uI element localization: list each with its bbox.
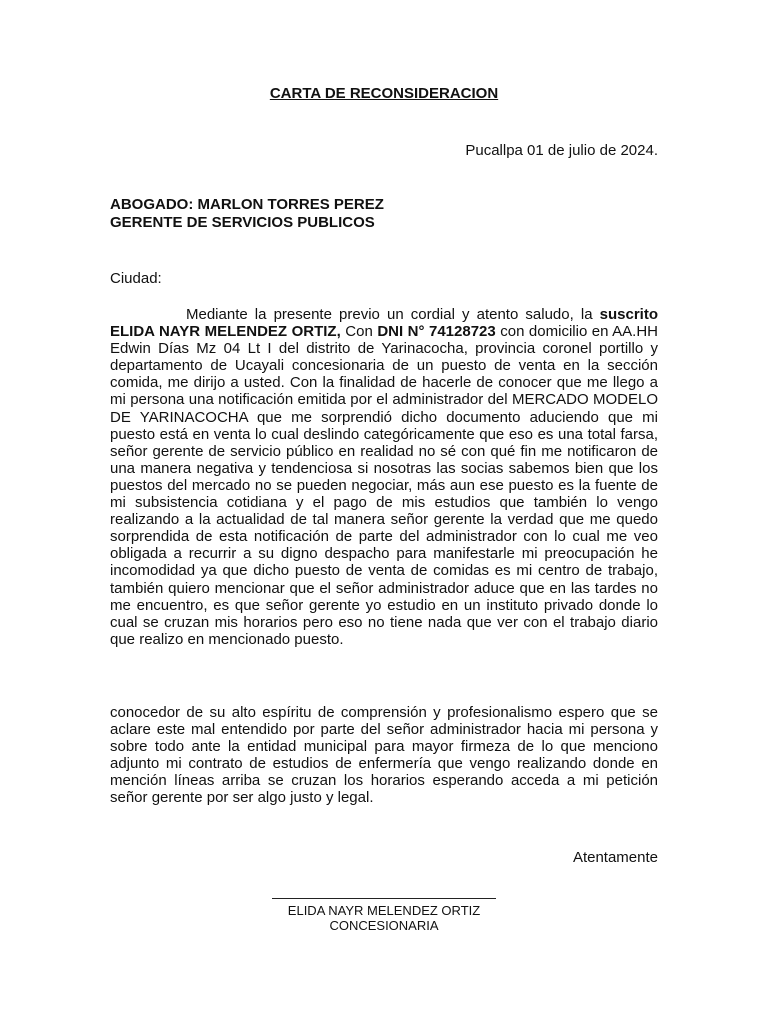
signature-role: CONCESIONARIA (329, 918, 439, 933)
letter-date: Pucallpa 01 de julio de 2024. (465, 142, 658, 159)
recipient-position: GERENTE DE SERVICIOS PUBLICOS (110, 214, 375, 231)
recipient-block (110, 196, 384, 232)
city-line: Ciudad: (110, 270, 162, 287)
body-paragraph-2: conocedor de su alto espíritu de comprensión y profesionalismo espero que se aclare este mal entendido por parte del señor administrador hacia mi persona y sobre todo ante la entidad municipal para mayor firmeza de lo que menciono adjunto mi contrato de estudios de enfermería que vengo realizando donde en mención líneas arriba se cruzan los horarios esperando acceda a mi petición señor gerente por ser algo justo y legal. (110, 704, 658, 807)
paragraph-1-rest: con domicilio en AA.HH Edwin Días Mz 04 Lt I del distrito de Yarinacocha, provincia coronel portillo y departamento de Ucayali concesionaria de un puesto de venta en la sección comida, me dirijo a usted. Con la finalidad de hacerle de conocer que me llego a mi persona una notificación emitida por el administrador del MERCADO MODELO DE YARINACOCHA que me sorprendió dicho documento aduciendo que mi puesto está en venta lo cual deslindo categóricamente que eso es una total farsa, señor gerente de servicio público en realidad no sé con qué fin me notificaron de una manera negativa y tendenciosa si nosotras las socias sabemos bien que los puestos del mercado no se pueden negociar, más aun ese puesto es la fuente de mi subsistencia cotidiana y el pago de mis estudios que también lo vengo realizando a la actualidad de tal manera señor gerente la verdad que me quedo sorprendida de esta notificación de parte del administrador con lo cual me veo obligada a recurrir a su digno despacho para manifestarle mi preocupación he incomodidad ya que dicho puesto de venta de comidas es mi centro de trabajo, también quiero mencionar que el señor administrador aduce que en las tardes no me encuentro, es que señor gerente yo estudio en un instituto privado donde lo cual se cruzan mis horarios pero eso no tiene nada que ver con el trabajo diario que realizo en mencionado puesto. (110, 323, 659, 648)
sender-name-bold: suscrito ELIDA NAYR MELENDEZ ORTIZ, (110, 306, 658, 341)
recipient-name: ABOGADO: MARLON TORRES PEREZ (110, 196, 384, 213)
closing-text: Atentamente (572, 849, 658, 866)
body-paragraph-1 (110, 306, 658, 648)
dni-bold: DNI N° 74128723 (377, 323, 496, 341)
paragraph-1-mid: Con (340, 323, 378, 341)
paragraph-1-intro: Mediante la presente previo un cordial y atento saludo, la (186, 306, 600, 323)
signature-name: ELIDA NAYR MELENDEZ ORTIZ (287, 903, 481, 918)
signature-line (272, 898, 496, 899)
letter-title: CARTA DE RECONSIDERACION (269, 85, 499, 102)
